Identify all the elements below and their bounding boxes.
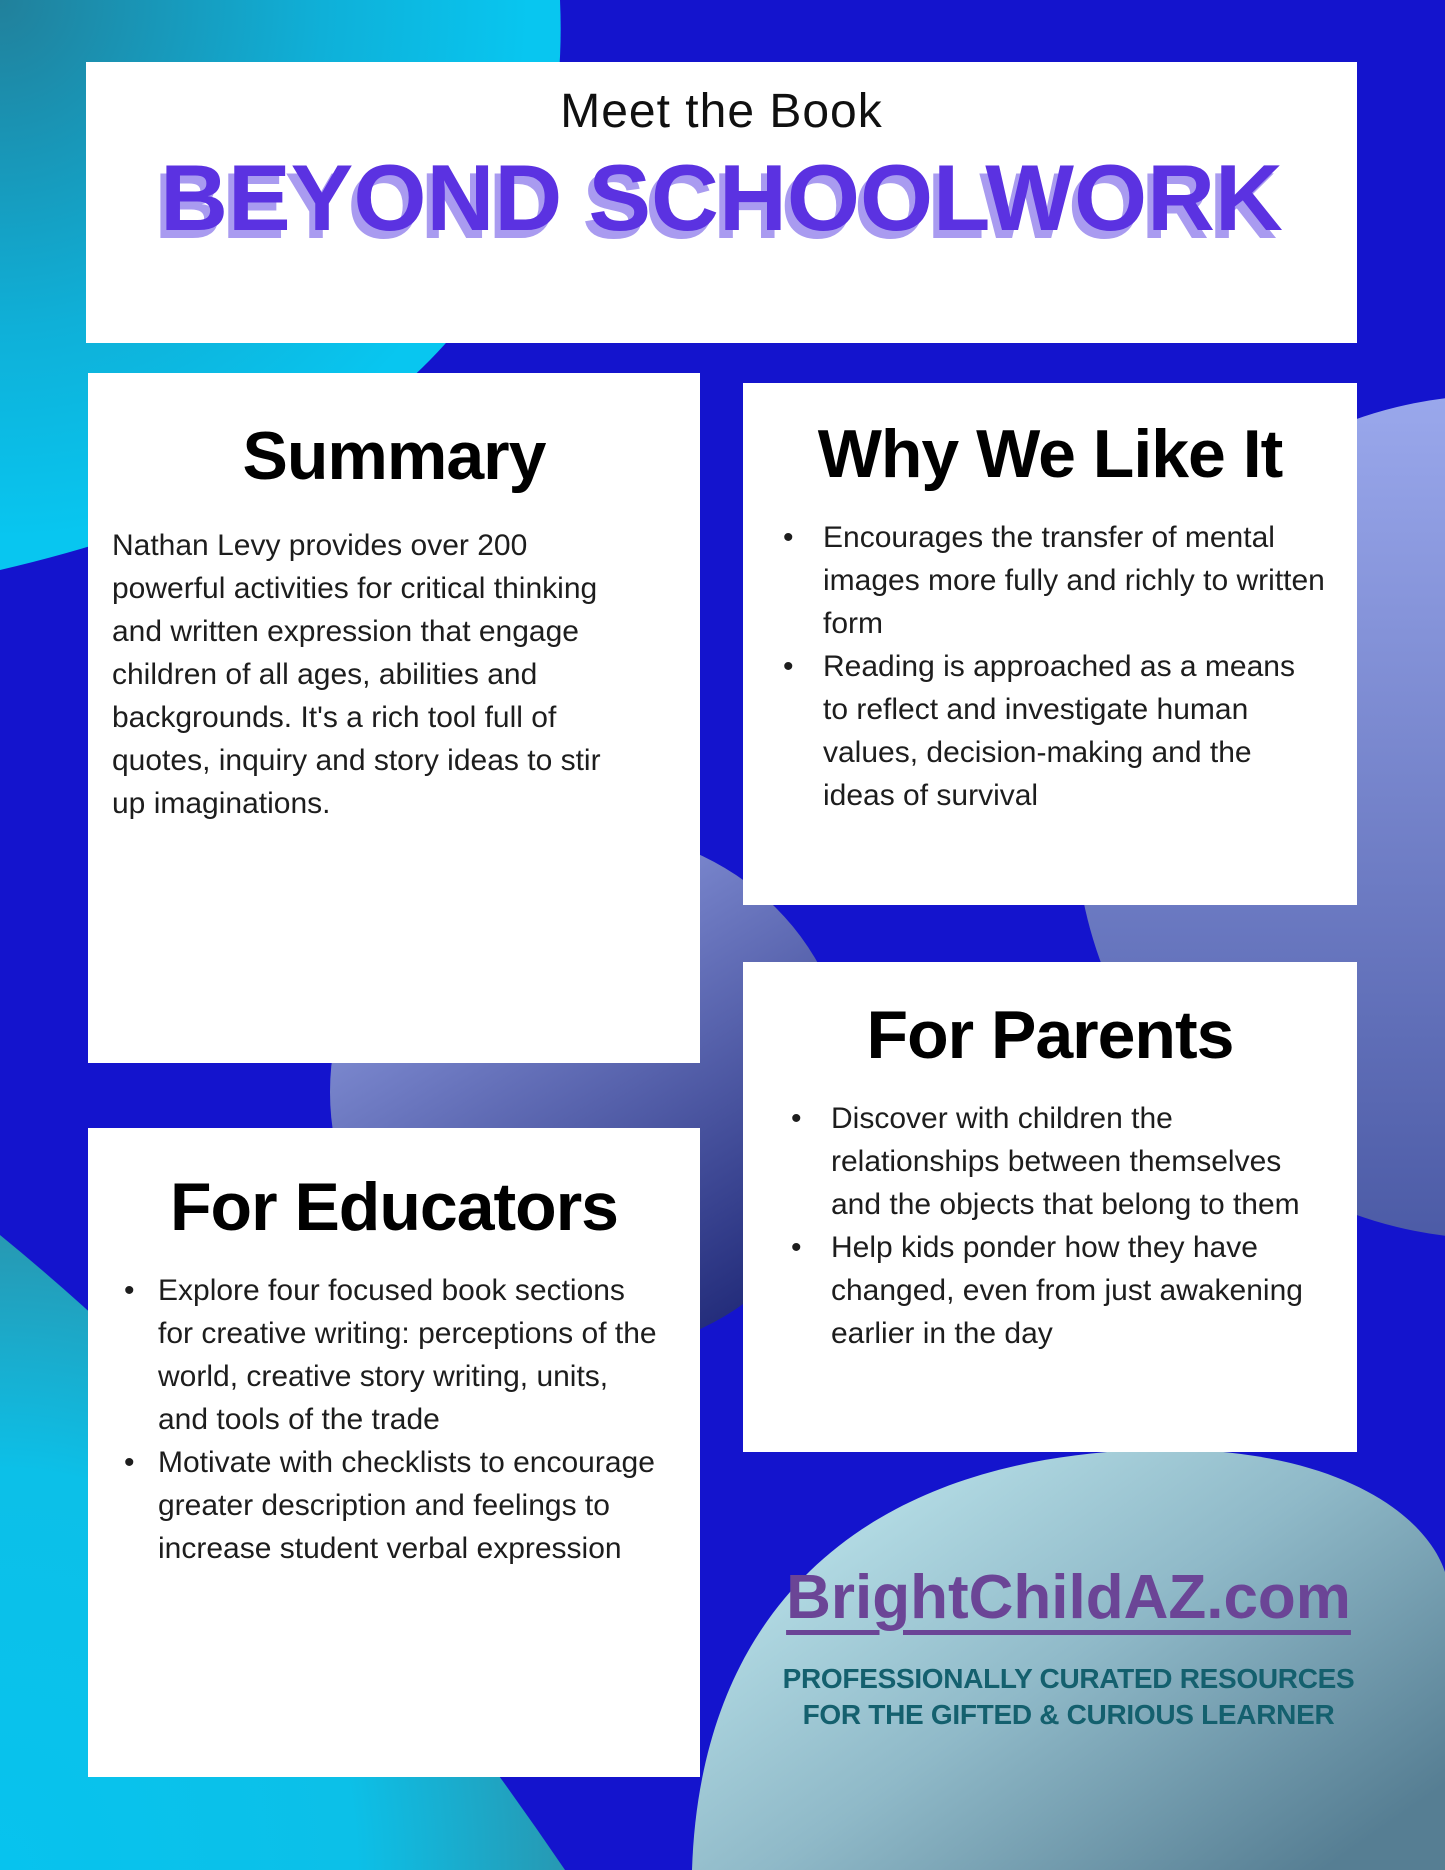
why-we-like-it-list [743, 516, 1357, 817]
for-educators-card [88, 1128, 700, 1777]
for-parents-title: For Parents [866, 997, 1234, 1073]
for-parents-card [743, 962, 1357, 1452]
summary-title: Summary [242, 418, 546, 494]
list-item: • Reading is approached as a means to reflect and investigate human values, decision-making and the ideas of survival [823, 645, 1325, 817]
for-educators-title: For Educators [170, 1169, 618, 1245]
book-title: BEYOND SCHOOLWORK [160, 145, 1283, 250]
list-item: • Explore four focused book sections for creative writing: perceptions of the world, creative story writing, units, and tools of the trade [158, 1269, 664, 1441]
why-we-like-it-card [743, 383, 1357, 905]
for-educators-list [88, 1269, 700, 1570]
footer-tagline [692, 1661, 1445, 1733]
list-item: • Motivate with checklists to encourage greater description and feelings to increase student verbal expression [158, 1441, 664, 1570]
header-card [86, 62, 1357, 343]
footer [692, 1562, 1445, 1733]
for-parents-list [743, 1097, 1357, 1355]
summary-body: Nathan Levy provides over 200 powerful activities for critical thinking and written expression that engage children of all ages, abilities and backgrounds. It's a rich tool full of quotes, inquiry and story ideas to stir up imaginations. [112, 528, 601, 820]
list-item: • Discover with children the relationships between themselves and the objects that belong to them [831, 1097, 1327, 1226]
header-kicker: Meet the Book [560, 85, 883, 138]
footer-tagline-line2: FOR THE GIFTED & CURIOUS LEARNER [802, 1699, 1335, 1730]
footer-tagline-line1: PROFESSIONALLY CURATED RESOURCES [782, 1663, 1355, 1694]
summary-card [88, 373, 700, 1063]
list-item: • Encourages the transfer of mental images more fully and richly to written form [823, 516, 1325, 645]
why-we-like-it-title: Why We Like It [817, 416, 1283, 492]
website-link: BrightChildAZ.com [786, 1563, 1351, 1632]
list-item: • Help kids ponder how they have changed, even from just awakening earlier in the day [831, 1226, 1327, 1355]
